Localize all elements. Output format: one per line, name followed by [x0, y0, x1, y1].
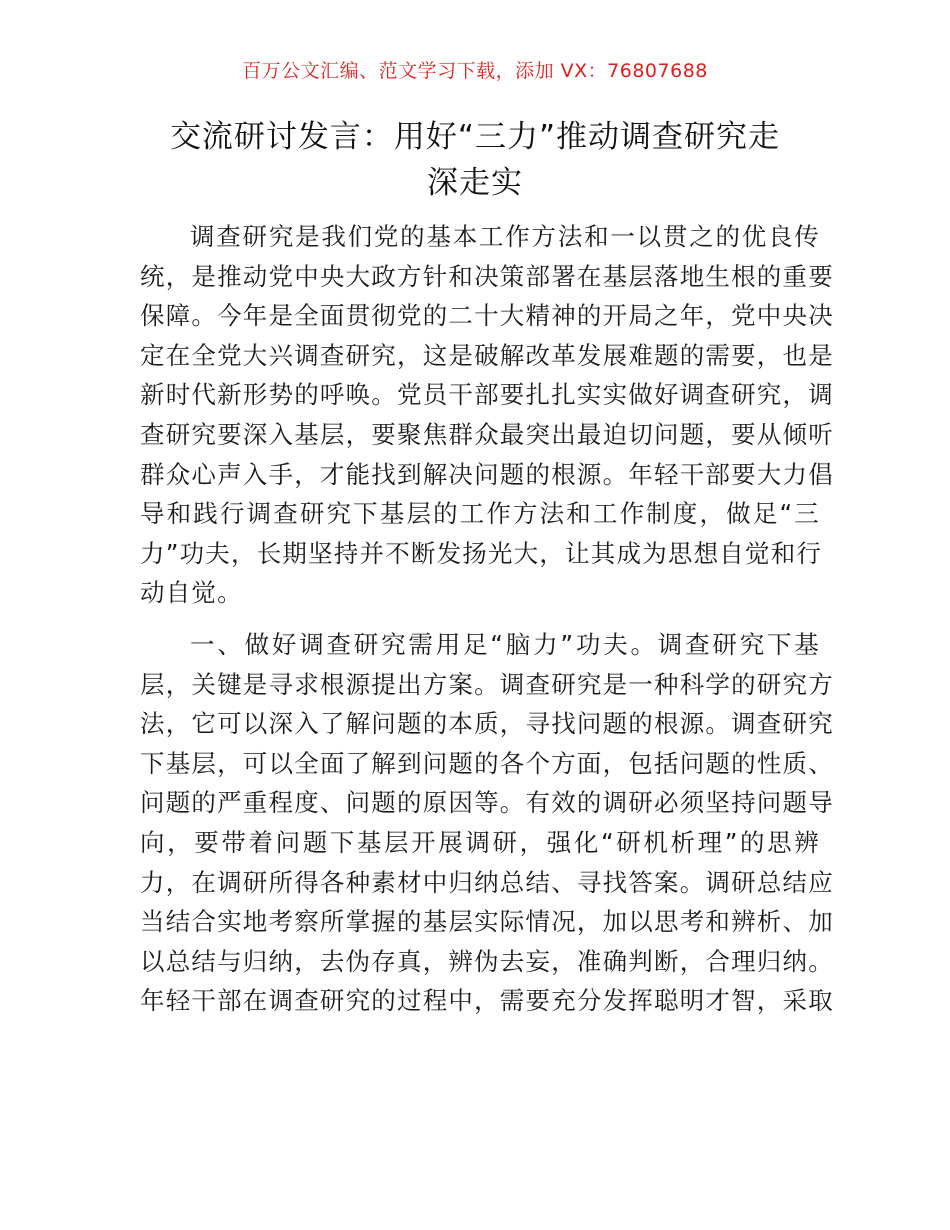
text-line: 以总结与归纳，去伪存真，辨伪去妄，准确判断，合理归纳。	[140, 946, 834, 976]
text-line: 群众心声入手，才能找到解决问题的根源。年轻干部要大力倡	[140, 459, 834, 489]
text-line: 新时代新形势的呼唤。党员干部要扎扎实实做好调查研究，调	[140, 380, 834, 410]
text-line: 定在全党大兴调查研究，这是破解改革发展难题的需要，也是	[140, 340, 834, 370]
text-line: 保障。今年是全面贯彻党的二十大精神的开局之年，党中央决	[140, 301, 834, 331]
text-line: 调查研究是我们党的基本工作方法和一以贯之的优良传	[190, 222, 820, 251]
title-line: 深走实	[427, 165, 523, 201]
paragraph-section-one	[140, 625, 834, 1021]
text-line: 力”功夫，长期坚持并不断发扬光大，让其成为思想自觉和行	[140, 538, 823, 568]
header-advert-note: 百万公文汇编、范文学习下载，添加 VX：76807688	[242, 60, 708, 82]
text-line: 层，关键是寻求根源提出方案。调查研究是一种科学的研究方	[140, 669, 834, 699]
text-line: 下基层，可以全面了解到问题的各个方面，包括问题的性质、	[140, 748, 834, 778]
title-line: 交流研讨发言：用好“三力”推动调查研究走	[169, 119, 781, 155]
text-line: 动自觉。	[140, 578, 243, 608]
text-line: 导和践行调查研究下基层的工作方法和工作制度，做足“三	[140, 499, 820, 529]
document-title	[130, 114, 820, 206]
text-line: 力，在调研所得各种素材中归纳总结、寻找答案。调研总结应	[140, 867, 834, 897]
text-line: 当结合实地考察所掌握的基层实际情况，加以思考和辨析、加	[140, 907, 834, 937]
text-line: 统，是推动党中央大政方针和决策部署在基层落地生根的重要	[140, 261, 834, 291]
paragraph-intro	[140, 217, 834, 613]
text-line: 年轻干部在调查研究的过程中，需要充分发挥聪明才智，采取	[140, 986, 834, 1016]
text-line: 问题的严重程度、问题的原因等。有效的调研必须坚持问题导	[140, 788, 834, 818]
text-line: 查研究要深入基层，要聚焦群众最突出最迫切问题，要从倾听	[140, 419, 834, 449]
text-line: 法，它可以深入了解问题的本质，寻找问题的根源。调查研究	[140, 709, 834, 739]
text-line: 向，要带着问题下基层开展调研，强化“研机析理”的思辨	[140, 827, 820, 857]
text-line: 一、做好调查研究需用足“脑力”功夫。调查研究下基	[190, 629, 820, 659]
document-body	[140, 217, 834, 1021]
